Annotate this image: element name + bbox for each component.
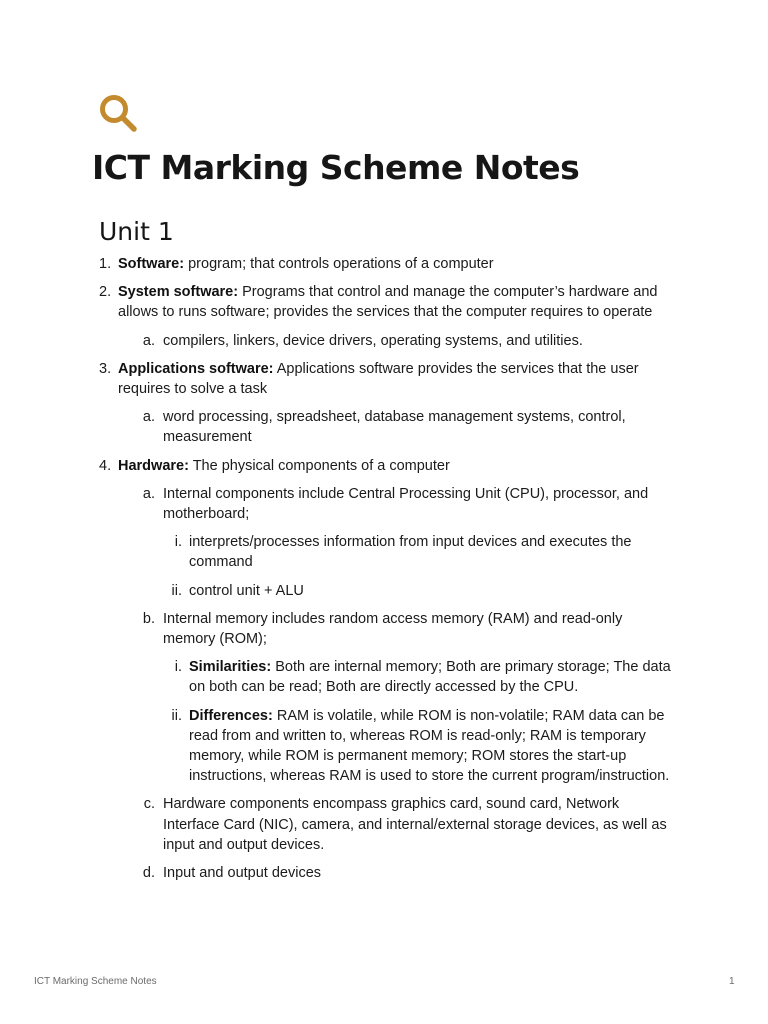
term: Software:	[118, 256, 185, 272]
list-marker: a.	[142, 409, 155, 426]
list-marker: b.	[142, 610, 155, 627]
sub-sub-list-item	[118, 532, 675, 572]
sub-sub-list-item	[118, 657, 675, 697]
list-marker: c.	[143, 796, 155, 813]
page-title: ICT Marking Scheme Notes	[92, 148, 580, 187]
term: System software:	[118, 284, 239, 301]
page-number: 1	[729, 976, 735, 987]
item-text: Internal memory includes random access memory (RAM) and read-only memory (ROM);	[163, 610, 623, 648]
list-marker: i.	[174, 534, 182, 551]
item-text: Applications software provides the services that the user requires to solve a task	[118, 360, 639, 398]
item-text: Both are internal memory; Both are primary storage; The data on both can be read; Both are directly accessed by the CPU.	[189, 659, 671, 696]
notes-list	[99, 254, 675, 883]
list-marker: i.	[174, 659, 182, 676]
sub-sub-list-item	[118, 581, 675, 601]
list-item	[99, 456, 675, 884]
item-text: interprets/processes information from input devices and executes the command	[189, 534, 632, 571]
sub-list	[118, 331, 675, 351]
list-marker: a.	[142, 332, 155, 349]
list-item	[99, 359, 675, 448]
sub-sub-list	[118, 657, 675, 786]
list-marker: 3.	[99, 360, 112, 377]
sub-list-item	[118, 863, 675, 883]
sub-list-item	[118, 407, 675, 447]
magnifying-glass-icon	[97, 92, 139, 134]
unit-heading: Unit 1	[99, 217, 174, 246]
item-text: word processing, spreadsheet, database management systems, control, measurement	[163, 409, 626, 446]
item-text: Internal components include Central Processing Unit (CPU), processor, and motherboard;	[163, 485, 649, 523]
term: Hardware:	[118, 457, 189, 474]
item-text: control unit + ALU	[189, 582, 304, 599]
item-text: RAM is volatile, while ROM is non-volatile; RAM data can be read from and written to, whereas ROM is read-only; RAM is temporary memory, while ROM is permanent memory; ROM stores the start-up instructions, whereas RAM is used to store the current program/instruction.	[189, 707, 670, 785]
term: Similarities:	[189, 659, 272, 676]
item-text: Input and output devices	[163, 865, 322, 882]
sub-list-item	[118, 331, 675, 351]
notes-content	[99, 254, 675, 891]
item-text: Programs that control and manage the computer’s hardware and allows to runs software; provides the services that the computer requires to operate	[118, 284, 658, 321]
list-marker: 1.	[99, 256, 112, 272]
item-text: The physical components of a computer	[188, 457, 450, 474]
sub-list-item	[118, 609, 675, 787]
list-marker: d.	[142, 865, 155, 882]
sub-list	[118, 407, 675, 447]
term: Applications software:	[118, 360, 274, 377]
list-marker: 2.	[99, 284, 112, 301]
sub-list-item	[118, 794, 675, 855]
list-item	[99, 282, 675, 351]
term: Differences:	[189, 707, 273, 724]
sub-sub-list	[118, 532, 675, 601]
item-text: compilers, linkers, device drivers, operating systems, and utilities.	[163, 332, 583, 349]
sub-sub-list-item	[118, 706, 675, 787]
item-text: Hardware components encompass graphics card, sound card, Network Interface Card (NIC), camera, and internal/external storage devices, as well as input and output devices.	[163, 796, 667, 853]
list-marker: 4.	[99, 457, 112, 474]
item-text: program; that controls operations of a computer	[184, 256, 494, 272]
footer-title: ICT Marking Scheme Notes	[34, 976, 157, 987]
list-marker: a.	[142, 485, 155, 502]
list-item	[99, 254, 675, 274]
list-marker: ii.	[171, 707, 182, 724]
sub-list	[118, 484, 675, 883]
sub-list-item	[118, 484, 675, 601]
list-marker: ii.	[171, 582, 182, 599]
